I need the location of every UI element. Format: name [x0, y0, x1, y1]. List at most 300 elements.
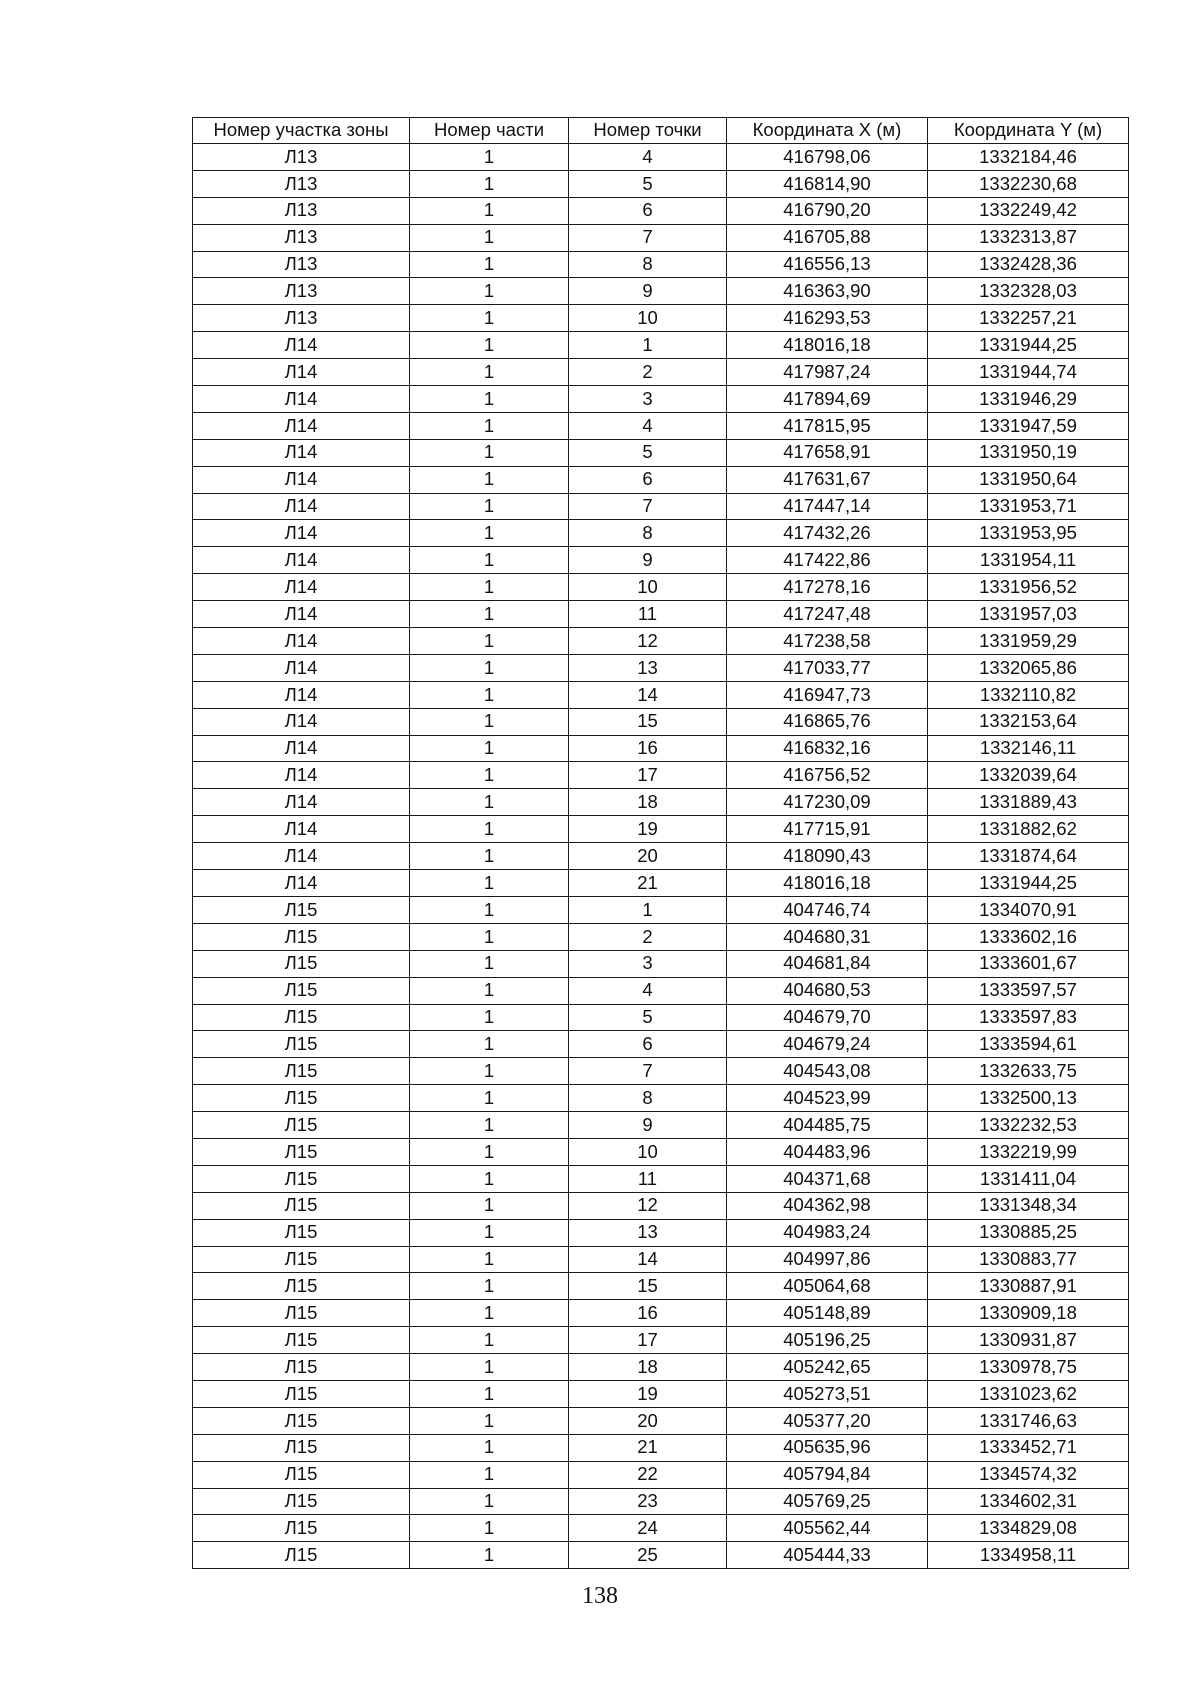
- cell-point-number: 7: [569, 224, 727, 251]
- cell-zone-section: Л14: [193, 332, 410, 359]
- cell-point-number: 13: [569, 1219, 727, 1246]
- cell-coordinate-y: 1332500,13: [928, 1085, 1129, 1112]
- cell-zone-section: Л14: [193, 493, 410, 520]
- table-row: [193, 789, 1129, 816]
- cell-coordinate-y: 1332257,21: [928, 305, 1129, 332]
- cell-coordinate-y: 1331944,25: [928, 870, 1129, 897]
- cell-coordinate-x: 404485,75: [727, 1112, 928, 1139]
- table-row: [193, 547, 1129, 574]
- cell-coordinate-x: 417238,58: [727, 628, 928, 655]
- cell-zone-section: Л14: [193, 870, 410, 897]
- cell-part-number: 1: [410, 1112, 569, 1139]
- cell-zone-section: Л14: [193, 735, 410, 762]
- cell-part-number: 1: [410, 1300, 569, 1327]
- cell-point-number: 21: [569, 870, 727, 897]
- cell-coordinate-y: 1331950,19: [928, 439, 1129, 466]
- cell-zone-section: Л13: [193, 278, 410, 305]
- table-row: [193, 1219, 1129, 1246]
- cell-coordinate-x: 417230,09: [727, 789, 928, 816]
- cell-part-number: 1: [410, 735, 569, 762]
- cell-zone-section: Л14: [193, 574, 410, 601]
- cell-point-number: 7: [569, 493, 727, 520]
- cell-part-number: 1: [410, 520, 569, 547]
- cell-coordinate-x: 416790,20: [727, 197, 928, 224]
- table-body: [193, 144, 1129, 1569]
- cell-part-number: 1: [410, 1058, 569, 1085]
- cell-part-number: 1: [410, 1434, 569, 1461]
- table-row: [193, 386, 1129, 413]
- cell-coordinate-y: 1334070,91: [928, 896, 1129, 923]
- cell-zone-section: Л15: [193, 1246, 410, 1273]
- cell-coordinate-x: 416865,76: [727, 708, 928, 735]
- cell-point-number: 3: [569, 950, 727, 977]
- cell-coordinate-y: 1330887,91: [928, 1273, 1129, 1300]
- cell-coordinate-y: 1332328,03: [928, 278, 1129, 305]
- cell-point-number: 3: [569, 386, 727, 413]
- cell-coordinate-y: 1331953,71: [928, 493, 1129, 520]
- cell-zone-section: Л14: [193, 520, 410, 547]
- cell-zone-section: Л14: [193, 386, 410, 413]
- table-row: [193, 1112, 1129, 1139]
- cell-coordinate-y: 1332249,42: [928, 197, 1129, 224]
- cell-part-number: 1: [410, 305, 569, 332]
- cell-point-number: 24: [569, 1515, 727, 1542]
- cell-part-number: 1: [410, 681, 569, 708]
- cell-part-number: 1: [410, 708, 569, 735]
- cell-coordinate-y: 1332313,87: [928, 224, 1129, 251]
- table-row: [193, 1380, 1129, 1407]
- cell-part-number: 1: [410, 439, 569, 466]
- cell-coordinate-y: 1331746,63: [928, 1407, 1129, 1434]
- cell-zone-section: Л15: [193, 1380, 410, 1407]
- cell-zone-section: Л15: [193, 1192, 410, 1219]
- table-row: [193, 1085, 1129, 1112]
- cell-point-number: 9: [569, 547, 727, 574]
- table-row: [193, 224, 1129, 251]
- cell-part-number: 1: [410, 1542, 569, 1569]
- cell-zone-section: Л13: [193, 251, 410, 278]
- cell-point-number: 13: [569, 654, 727, 681]
- cell-part-number: 1: [410, 359, 569, 386]
- cell-point-number: 7: [569, 1058, 727, 1085]
- cell-zone-section: Л14: [193, 681, 410, 708]
- table-row: [193, 493, 1129, 520]
- cell-zone-section: Л14: [193, 789, 410, 816]
- table-row: [193, 305, 1129, 332]
- cell-zone-section: Л15: [193, 896, 410, 923]
- cell-point-number: 4: [569, 144, 727, 171]
- cell-zone-section: Л14: [193, 359, 410, 386]
- cell-point-number: 15: [569, 708, 727, 735]
- cell-zone-section: Л15: [193, 1354, 410, 1381]
- cell-coordinate-y: 1333601,67: [928, 950, 1129, 977]
- cell-coordinate-y: 1331944,25: [928, 332, 1129, 359]
- cell-coordinate-y: 1333597,83: [928, 1004, 1129, 1031]
- cell-coordinate-x: 404523,99: [727, 1085, 928, 1112]
- cell-part-number: 1: [410, 547, 569, 574]
- cell-part-number: 1: [410, 1031, 569, 1058]
- cell-coordinate-y: 1333602,16: [928, 923, 1129, 950]
- cell-part-number: 1: [410, 950, 569, 977]
- table-row: [193, 332, 1129, 359]
- cell-coordinate-y: 1332153,64: [928, 708, 1129, 735]
- cell-part-number: 1: [410, 816, 569, 843]
- cell-coordinate-x: 416798,06: [727, 144, 928, 171]
- cell-coordinate-x: 416363,90: [727, 278, 928, 305]
- cell-coordinate-y: 1332232,53: [928, 1112, 1129, 1139]
- cell-coordinate-x: 405064,68: [727, 1273, 928, 1300]
- cell-zone-section: Л15: [193, 1300, 410, 1327]
- cell-zone-section: Л14: [193, 708, 410, 735]
- cell-coordinate-y: 1332110,82: [928, 681, 1129, 708]
- cell-point-number: 10: [569, 1138, 727, 1165]
- cell-coordinate-y: 1330883,77: [928, 1246, 1129, 1273]
- table-row: [193, 520, 1129, 547]
- cell-coordinate-y: 1332633,75: [928, 1058, 1129, 1085]
- cell-coordinate-x: 405769,25: [727, 1488, 928, 1515]
- cell-point-number: 5: [569, 1004, 727, 1031]
- cell-coordinate-x: 404680,31: [727, 923, 928, 950]
- cell-zone-section: Л15: [193, 1138, 410, 1165]
- cell-part-number: 1: [410, 1461, 569, 1488]
- cell-part-number: 1: [410, 386, 569, 413]
- table-row: [193, 843, 1129, 870]
- cell-point-number: 9: [569, 278, 727, 305]
- table-row: [193, 574, 1129, 601]
- cell-coordinate-y: 1332184,46: [928, 144, 1129, 171]
- table-row: [193, 1165, 1129, 1192]
- cell-coordinate-y: 1332219,99: [928, 1138, 1129, 1165]
- table-row: [193, 278, 1129, 305]
- cell-coordinate-y: 1333452,71: [928, 1434, 1129, 1461]
- cell-point-number: 6: [569, 466, 727, 493]
- cell-coordinate-y: 1330978,75: [928, 1354, 1129, 1381]
- coordinates-table: [192, 117, 1129, 1569]
- cell-coordinate-y: 1331411,04: [928, 1165, 1129, 1192]
- cell-coordinate-x: 404371,68: [727, 1165, 928, 1192]
- cell-zone-section: Л15: [193, 1327, 410, 1354]
- header-coordinate-x: Координата X (м): [727, 118, 928, 144]
- cell-coordinate-x: 416832,16: [727, 735, 928, 762]
- cell-coordinate-y: 1332065,86: [928, 654, 1129, 681]
- cell-coordinate-x: 404679,24: [727, 1031, 928, 1058]
- cell-zone-section: Л15: [193, 923, 410, 950]
- cell-coordinate-x: 404483,96: [727, 1138, 928, 1165]
- cell-coordinate-x: 405242,65: [727, 1354, 928, 1381]
- cell-point-number: 16: [569, 1300, 727, 1327]
- table-row: [193, 870, 1129, 897]
- cell-coordinate-y: 1332146,11: [928, 735, 1129, 762]
- cell-coordinate-x: 416947,73: [727, 681, 928, 708]
- cell-zone-section: Л15: [193, 950, 410, 977]
- cell-coordinate-x: 405196,25: [727, 1327, 928, 1354]
- cell-zone-section: Л14: [193, 843, 410, 870]
- cell-coordinate-x: 417658,91: [727, 439, 928, 466]
- cell-part-number: 1: [410, 870, 569, 897]
- cell-coordinate-y: 1331954,11: [928, 547, 1129, 574]
- cell-coordinate-x: 416556,13: [727, 251, 928, 278]
- header-zone-section-number: Номер участка зоны: [193, 118, 410, 144]
- table-row: [193, 708, 1129, 735]
- table-row: [193, 950, 1129, 977]
- cell-part-number: 1: [410, 170, 569, 197]
- cell-part-number: 1: [410, 762, 569, 789]
- cell-zone-section: Л14: [193, 601, 410, 628]
- cell-coordinate-x: 416293,53: [727, 305, 928, 332]
- cell-coordinate-y: 1331889,43: [928, 789, 1129, 816]
- cell-coordinate-x: 405562,44: [727, 1515, 928, 1542]
- cell-coordinate-x: 416814,90: [727, 170, 928, 197]
- cell-part-number: 1: [410, 466, 569, 493]
- cell-zone-section: Л14: [193, 547, 410, 574]
- cell-part-number: 1: [410, 278, 569, 305]
- cell-coordinate-x: 404362,98: [727, 1192, 928, 1219]
- cell-coordinate-y: 1330931,87: [928, 1327, 1129, 1354]
- page-number: 138: [582, 1583, 618, 1609]
- cell-zone-section: Л15: [193, 1219, 410, 1246]
- table-row: [193, 170, 1129, 197]
- table-row: [193, 359, 1129, 386]
- cell-point-number: 11: [569, 1165, 727, 1192]
- table-row: [193, 197, 1129, 224]
- cell-part-number: 1: [410, 896, 569, 923]
- table-row: [193, 1004, 1129, 1031]
- cell-point-number: 2: [569, 359, 727, 386]
- table-row: [193, 654, 1129, 681]
- cell-zone-section: Л15: [193, 1407, 410, 1434]
- cell-point-number: 8: [569, 1085, 727, 1112]
- header-point-number: Номер точки: [569, 118, 727, 144]
- table-row: [193, 1434, 1129, 1461]
- table-row: [193, 251, 1129, 278]
- cell-zone-section: Л14: [193, 762, 410, 789]
- cell-point-number: 6: [569, 197, 727, 224]
- cell-point-number: 25: [569, 1542, 727, 1569]
- cell-zone-section: Л15: [193, 1085, 410, 1112]
- cell-coordinate-y: 1331882,62: [928, 816, 1129, 843]
- cell-coordinate-x: 417815,95: [727, 412, 928, 439]
- cell-coordinate-y: 1333597,57: [928, 977, 1129, 1004]
- table-row: [193, 1542, 1129, 1569]
- cell-coordinate-x: 417278,16: [727, 574, 928, 601]
- table-header: [193, 118, 1129, 144]
- cell-coordinate-x: 417033,77: [727, 654, 928, 681]
- cell-zone-section: Л14: [193, 466, 410, 493]
- cell-coordinate-x: 417247,48: [727, 601, 928, 628]
- cell-point-number: 5: [569, 170, 727, 197]
- cell-coordinate-x: 404543,08: [727, 1058, 928, 1085]
- cell-coordinate-y: 1334829,08: [928, 1515, 1129, 1542]
- cell-zone-section: Л15: [193, 1515, 410, 1542]
- table-row: [193, 144, 1129, 171]
- cell-coordinate-x: 416705,88: [727, 224, 928, 251]
- cell-coordinate-y: 1331348,34: [928, 1192, 1129, 1219]
- table-row: [193, 412, 1129, 439]
- cell-coordinate-y: 1331944,74: [928, 359, 1129, 386]
- cell-coordinate-x: 417447,14: [727, 493, 928, 520]
- table-row: [193, 1461, 1129, 1488]
- table-header-row: [193, 118, 1129, 144]
- cell-part-number: 1: [410, 1515, 569, 1542]
- table-row: [193, 1407, 1129, 1434]
- cell-zone-section: Л15: [193, 1165, 410, 1192]
- cell-point-number: 22: [569, 1461, 727, 1488]
- table-row: [193, 977, 1129, 1004]
- table-row: [193, 628, 1129, 655]
- cell-part-number: 1: [410, 412, 569, 439]
- cell-point-number: 6: [569, 1031, 727, 1058]
- cell-coordinate-x: 417422,86: [727, 547, 928, 574]
- cell-point-number: 8: [569, 520, 727, 547]
- table-row: [193, 466, 1129, 493]
- cell-zone-section: Л15: [193, 1273, 410, 1300]
- cell-part-number: 1: [410, 1165, 569, 1192]
- cell-point-number: 4: [569, 977, 727, 1004]
- cell-coordinate-x: 404997,86: [727, 1246, 928, 1273]
- cell-coordinate-y: 1334574,32: [928, 1461, 1129, 1488]
- cell-coordinate-x: 417987,24: [727, 359, 928, 386]
- table-row: [193, 762, 1129, 789]
- cell-part-number: 1: [410, 1004, 569, 1031]
- cell-part-number: 1: [410, 1192, 569, 1219]
- cell-part-number: 1: [410, 977, 569, 1004]
- cell-zone-section: Л14: [193, 816, 410, 843]
- table-row: [193, 1192, 1129, 1219]
- cell-part-number: 1: [410, 1138, 569, 1165]
- cell-zone-section: Л15: [193, 1112, 410, 1139]
- cell-part-number: 1: [410, 601, 569, 628]
- table-row: [193, 1488, 1129, 1515]
- cell-part-number: 1: [410, 251, 569, 278]
- cell-zone-section: Л15: [193, 1542, 410, 1569]
- cell-coordinate-x: 418090,43: [727, 843, 928, 870]
- cell-coordinate-x: 405148,89: [727, 1300, 928, 1327]
- cell-part-number: 1: [410, 1380, 569, 1407]
- table-row: [193, 1058, 1129, 1085]
- cell-coordinate-y: 1331956,52: [928, 574, 1129, 601]
- cell-point-number: 14: [569, 1246, 727, 1273]
- cell-point-number: 18: [569, 789, 727, 816]
- cell-zone-section: Л13: [193, 170, 410, 197]
- cell-part-number: 1: [410, 144, 569, 171]
- table-row: [193, 816, 1129, 843]
- cell-part-number: 1: [410, 1273, 569, 1300]
- cell-zone-section: Л14: [193, 628, 410, 655]
- cell-part-number: 1: [410, 1488, 569, 1515]
- cell-part-number: 1: [410, 1354, 569, 1381]
- header-coordinate-y: Координата Y (м): [928, 118, 1129, 144]
- cell-point-number: 16: [569, 735, 727, 762]
- table-row: [193, 1031, 1129, 1058]
- cell-point-number: 17: [569, 1327, 727, 1354]
- cell-coordinate-x: 404983,24: [727, 1219, 928, 1246]
- cell-coordinate-x: 418016,18: [727, 870, 928, 897]
- cell-part-number: 1: [410, 654, 569, 681]
- table-row: [193, 1246, 1129, 1273]
- cell-point-number: 12: [569, 1192, 727, 1219]
- cell-coordinate-x: 418016,18: [727, 332, 928, 359]
- cell-point-number: 8: [569, 251, 727, 278]
- cell-point-number: 11: [569, 601, 727, 628]
- cell-coordinate-y: 1331950,64: [928, 466, 1129, 493]
- cell-part-number: 1: [410, 1246, 569, 1273]
- cell-zone-section: Л14: [193, 439, 410, 466]
- cell-coordinate-y: 1331947,59: [928, 412, 1129, 439]
- cell-point-number: 15: [569, 1273, 727, 1300]
- cell-zone-section: Л13: [193, 224, 410, 251]
- cell-coordinate-x: 404679,70: [727, 1004, 928, 1031]
- cell-part-number: 1: [410, 1085, 569, 1112]
- cell-part-number: 1: [410, 197, 569, 224]
- table-row: [193, 1515, 1129, 1542]
- cell-zone-section: Л15: [193, 977, 410, 1004]
- cell-part-number: 1: [410, 843, 569, 870]
- cell-coordinate-y: 1334602,31: [928, 1488, 1129, 1515]
- cell-point-number: 19: [569, 816, 727, 843]
- cell-point-number: 20: [569, 843, 727, 870]
- cell-point-number: 4: [569, 412, 727, 439]
- cell-zone-section: Л13: [193, 305, 410, 332]
- cell-point-number: 1: [569, 896, 727, 923]
- cell-zone-section: Л15: [193, 1058, 410, 1085]
- cell-zone-section: Л15: [193, 1488, 410, 1515]
- cell-coordinate-y: 1333594,61: [928, 1031, 1129, 1058]
- table-row: [193, 923, 1129, 950]
- cell-coordinate-y: 1332230,68: [928, 170, 1129, 197]
- cell-point-number: 23: [569, 1488, 727, 1515]
- cell-coordinate-y: 1331023,62: [928, 1380, 1129, 1407]
- cell-zone-section: Л15: [193, 1434, 410, 1461]
- table-row: [193, 1273, 1129, 1300]
- cell-part-number: 1: [410, 789, 569, 816]
- cell-coordinate-x: 417894,69: [727, 386, 928, 413]
- cell-coordinate-x: 405377,20: [727, 1407, 928, 1434]
- table-row: [193, 1327, 1129, 1354]
- cell-coordinate-x: 416756,52: [727, 762, 928, 789]
- table-row: [193, 439, 1129, 466]
- cell-coordinate-y: 1330909,18: [928, 1300, 1129, 1327]
- cell-coordinate-y: 1331957,03: [928, 601, 1129, 628]
- cell-coordinate-x: 405273,51: [727, 1380, 928, 1407]
- cell-part-number: 1: [410, 332, 569, 359]
- cell-part-number: 1: [410, 1219, 569, 1246]
- cell-coordinate-x: 417631,67: [727, 466, 928, 493]
- cell-coordinate-y: 1331874,64: [928, 843, 1129, 870]
- cell-zone-section: Л14: [193, 654, 410, 681]
- cell-part-number: 1: [410, 224, 569, 251]
- table-row: [193, 896, 1129, 923]
- cell-coordinate-y: 1332039,64: [928, 762, 1129, 789]
- cell-point-number: 10: [569, 305, 727, 332]
- cell-point-number: 21: [569, 1434, 727, 1461]
- cell-point-number: 14: [569, 681, 727, 708]
- cell-coordinate-y: 1331946,29: [928, 386, 1129, 413]
- cell-coordinate-y: 1331953,95: [928, 520, 1129, 547]
- table-row: [193, 1300, 1129, 1327]
- cell-part-number: 1: [410, 923, 569, 950]
- cell-point-number: 1: [569, 332, 727, 359]
- table-row: [193, 1354, 1129, 1381]
- cell-zone-section: Л13: [193, 144, 410, 171]
- cell-coordinate-x: 404681,84: [727, 950, 928, 977]
- cell-part-number: 1: [410, 628, 569, 655]
- cell-zone-section: Л13: [193, 197, 410, 224]
- cell-coordinate-x: 417432,26: [727, 520, 928, 547]
- header-part-number: Номер части: [410, 118, 569, 144]
- cell-point-number: 19: [569, 1380, 727, 1407]
- cell-part-number: 1: [410, 493, 569, 520]
- cell-coordinate-y: 1332428,36: [928, 251, 1129, 278]
